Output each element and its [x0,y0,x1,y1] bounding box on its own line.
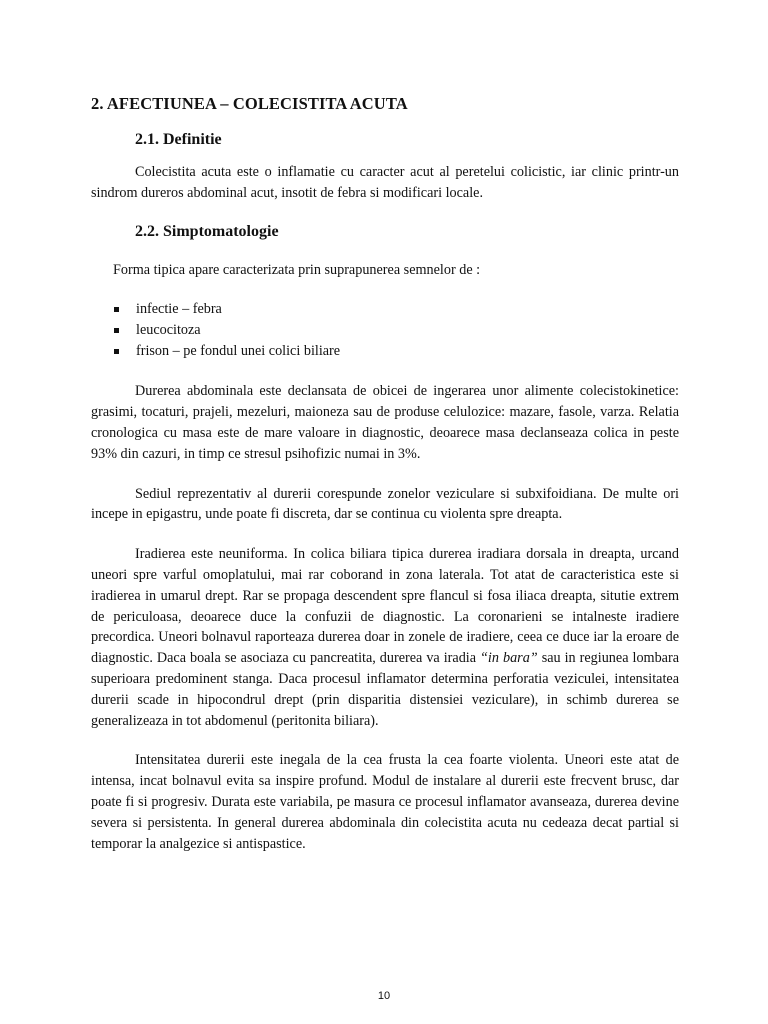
body-paragraph-iradiere [91,544,679,731]
paragraph-text: sau in regiunea lombara superioara predominent stanga. Daca procesul inflamator determina perforatia veziculei, intensitatea durerii scade in hipocondrul drept (prin disparitia distensiei veziculare), in schimb durerea se generalizeaza in tot abdomenul (peritonita biliara). [91,650,679,729]
page-content [91,92,679,854]
list-item [113,341,679,362]
list-item [113,320,679,341]
body-paragraph: Sediul reprezentativ al durerii corespunde zonelor veziculare si subxifoidiana. De multe ori incepe in epigastru, unde poate fi discreta, dar se continua cu violenta spre dreapta. [91,485,679,523]
list-item-text: infectie – febra [136,301,222,318]
body-paragraph: Durerea abdominala este declansata de obicei de ingerarea unor alimente colecistokinetice: grasimi, tocaturi, prajeli, mezeluri, maioneza sau de produse celulozice: mazare, fasole, varza. Relatia cronologica cu masa este de mare valoare in diagnostic, deoarece masa declanseaza colica in peste 93% din cazuri, in timp ce stresul psihofizic numai in 3%. [91,383,679,462]
square-bullet-icon [114,349,119,354]
definition-paragraph: Colecistita acuta este o inflamatie cu caracter acut al peretelui colicistic, iar clinic printr-un sindrom dureros abdominal acut, insotit de febra si modificari locale. [91,164,679,201]
paragraph-text: Iradierea este neuniforma. In colica biliara tipica durerea iradiara dorsala in dreapta, urcand uneori spre varful omoplatului, mai rar coborand in zona laterala. Tot atat de caracteristica este si iradierea in umarul drept. Rar se propaga descendent spre flancul si fosa iliaca dreapta, situtie extrem de periculoasa, deoarece duce la confuzii de diagnostic. La coronarieni se intalneste iradiere precordica. Uneori bolnavul raporteaza durerea doar in zonele de iradiere, ceea ce duce iar la eroare de diagnostic. Daca boala se asociaza cu pancreatita, durerea va iradia [91,546,679,667]
list-item-text: frison – pe fondul unei colici biliare [136,343,341,360]
square-bullet-icon [114,328,119,333]
section-title-definitie: 2.1. Definitie [135,131,222,148]
section-title-simptomatologie: 2.2. Simptomatologie [135,222,279,240]
list-item [113,299,679,320]
italic-quote: “in bara” [480,650,538,667]
symptoms-list [113,299,679,362]
page-number: 10 [377,990,391,1002]
list-item-text: leucocitoza [136,322,201,339]
body-paragraph: Intensitatea durerii este inegala de la cea frusta la cea foarte violenta. Uneori este atat de intensa, incat bolnavul evita sa inspire profund. Modul de instalare al durerii este frecvent brusc, dar poate fi si progresiv. Durata este variabila, pe masura ce procesul inflamator avanseaza, durerea devine severa si persistenta. In general durerea abdominala din colecistita acuta nu cedeaza decat partial si temporar la analgezice si antispastice. [91,752,679,852]
square-bullet-icon [114,307,119,312]
symptoms-intro: Forma tipica apare caracterizata prin suprapunerea semnelor de : [113,261,481,278]
chapter-heading: 2. AFECTIUNEA – COLECISTITA ACUTA [91,94,408,113]
